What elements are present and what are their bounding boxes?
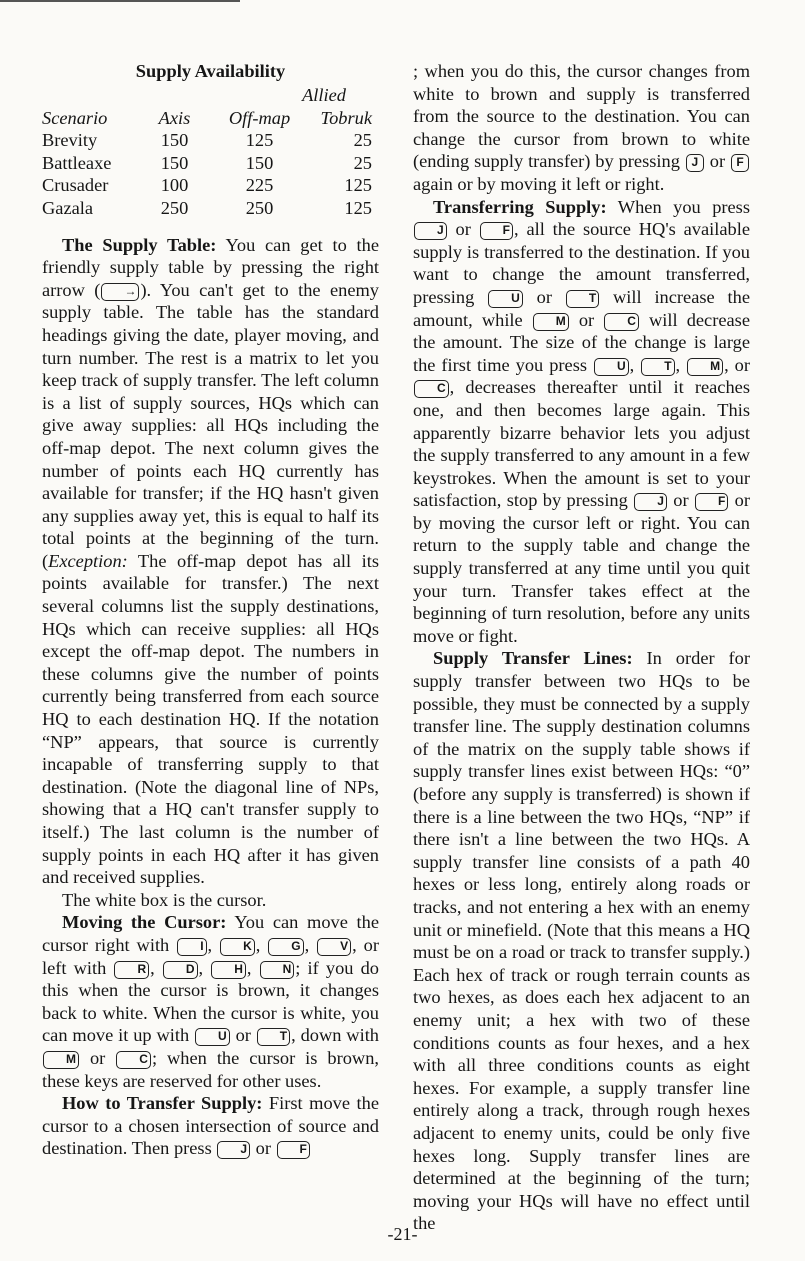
table-header-row xyxy=(42,107,372,130)
table-cell: 125 xyxy=(344,197,372,218)
table-cell: 25 xyxy=(353,130,372,151)
text-span: When you press xyxy=(606,196,750,217)
allied-header: Allied xyxy=(302,85,346,105)
heading-transferring-supply: Transferring Supply: xyxy=(433,196,607,217)
key-j-icon: J xyxy=(217,1141,250,1159)
text-span: ; when the cursor is brown, these keys are reserved for other uses. xyxy=(42,1047,380,1091)
text-span: The off-map depot has all its points available for transfer.) The next several columns list the supply destinations, HQs which can receive supplies: all HQs except the off-map depot. The numbers in these columns give the number of points currently being transferred from each source HQ to each destination HQ. If the notation “NP” appears, that source is currently incapable of transferring supply to that destination. (Note the diagonal line of NPs, showing that a HQ can't transfer supply to itself.) The last column is the number of supply points in each HQ after it has given and received supplies. xyxy=(42,550,379,888)
table-cell: 225 xyxy=(245,175,274,196)
key-r-icon: R xyxy=(114,961,149,979)
table-cell: 100 xyxy=(160,175,189,196)
table-row xyxy=(42,197,372,220)
text-span: or xyxy=(704,151,730,172)
text-span: , or left with xyxy=(42,934,380,978)
top-rule xyxy=(0,0,240,2)
heading-moving-cursor: Moving the Cursor: xyxy=(62,912,227,933)
text-span: , decreases thereafter until it reaches one, and then becomes large again. This apparently bizarre behavior lets you adjust the supply transferred to any amount in a few keystrokes. When the amount is set to your satisfaction, stop by pressing xyxy=(413,377,750,511)
key-f-icon: F xyxy=(731,154,749,172)
key-t-icon: T xyxy=(566,290,599,308)
right-column xyxy=(413,60,750,1235)
key-h-icon: H xyxy=(211,961,246,979)
key-t-icon: T xyxy=(257,1028,290,1046)
key-c-icon: C xyxy=(116,1051,151,1069)
heading-supply-transfer-lines: Supply Transfer Lines: xyxy=(433,648,633,669)
text-span: or xyxy=(523,286,565,307)
col-header-tobruk: Tobruk xyxy=(320,107,372,128)
key-m-icon: M xyxy=(43,1051,79,1069)
paragraph-supply-table xyxy=(42,234,379,889)
text-span: will increase the amount, while xyxy=(413,286,750,330)
table-cell: 150 xyxy=(160,130,189,151)
text-span: ). You can't get to the enemy supply table. The table has the standard headings giving the date, player moving, and turn number. The rest is a matrix to let you keep track of supply transfer. The left column is a list of supply sources, HQs which can give away supplies: all HQs including the off-map depot. The next column gives the number of points each HQ currently has available for transfer; if the HQ hasn't given any supplies away yet, this is equal to half its total points at the beginning of the turn. ( xyxy=(42,279,379,571)
left-column xyxy=(42,60,379,1160)
table-cell: 150 xyxy=(245,152,274,173)
supply-availability-table xyxy=(42,84,372,220)
key-k-icon: K xyxy=(220,938,255,956)
key-m-icon: M xyxy=(687,358,723,376)
page-number: -21- xyxy=(387,1224,418,1244)
text-span: , all the source HQ's available supply is transferred to the destination. If you want to change the amount transferred, pressing xyxy=(413,219,750,307)
text-span: or by moving the cursor left or right. You can return to the supply table and change the supply transferred at any time until you quit your turn. Transfer takes effect at the beginning of turn resolution, before any units move or fight. xyxy=(413,490,751,646)
text-span: or xyxy=(667,490,694,511)
text-span: or xyxy=(447,219,479,240)
text-span: or xyxy=(569,309,604,330)
key-i-icon: I xyxy=(177,938,206,956)
paragraph-cursor-note: The white box is the cursor. xyxy=(62,889,267,910)
key-j-icon: J xyxy=(414,222,447,240)
paragraph-how-to-transfer xyxy=(42,1092,379,1160)
text-span: First move the cursor to a chosen intersection of source and destination. Then press xyxy=(42,1093,379,1159)
key-f-icon: F xyxy=(277,1141,310,1159)
key-m-icon: M xyxy=(533,313,569,331)
table-cell: Crusader xyxy=(42,175,109,196)
text-span: or xyxy=(251,1138,276,1159)
table-row xyxy=(42,129,372,152)
text-span: You can move the cursor right with xyxy=(42,912,379,955)
text-span: , down with xyxy=(291,1025,380,1046)
heading-supply-table: The Supply Table: xyxy=(62,234,217,255)
col-header-scenario: Scenario xyxy=(42,107,108,128)
text-span: You can get to the friendly supply table by pressing the right arrow ( xyxy=(42,234,379,300)
heading-how-to-transfer: How to Transfer Supply: xyxy=(62,1093,263,1114)
col-header-offmap: Off-map xyxy=(228,107,291,128)
text-span: ; if you do this when the cursor is brown, it changes back to white. When the cursor is white, you can move it up with xyxy=(42,957,379,1046)
table-header-top xyxy=(42,84,372,107)
text-span: will decrease the amount. The size of the change is large the first time you press xyxy=(413,309,750,375)
key-u-icon: U xyxy=(594,358,629,376)
text-span: ; when you do this, the cursor changes from white to brown and supply is transferred from the source to the destination. You can change the cursor from brown to white (ending supply transfer) by pressing xyxy=(413,61,750,172)
table-row xyxy=(42,174,372,197)
paragraph-supply-transfer-lines xyxy=(413,647,750,1234)
exception-label: Exception: xyxy=(48,550,128,571)
table-cell: Brevity xyxy=(42,130,98,151)
text-span: or xyxy=(230,1025,256,1046)
key-t-icon: T xyxy=(641,358,674,376)
key-j-icon: J xyxy=(686,154,704,172)
right-arrow-key-icon: → xyxy=(101,283,139,301)
supply-availability-title: Supply Availability xyxy=(135,61,286,81)
key-c-icon: C xyxy=(414,380,449,398)
paragraph-transferring-supply: Transferring Supply: When you press J or F , all the source HQ's available supply is transferred to the destination. If you want to change the amount transferred, pressing U or T will increase the amount, while M or C will decrease the amount. The size of the change is large the first time you press U , T , M , or C , decreases thereafter until it reaches one, and then becomes large again. This apparently bizarre behavior lets you adjust the supply transferred to any amount in a few keystrokes. When the amount is set to your satisfaction, stop by pressing J or F or by moving the cursor left or right. You can return to the supply table and change the supply transferred at any time until you quit your turn. Transfer takes effect at the beginning of turn resolution, before any units move or fight. xyxy=(413,196,751,646)
key-j-icon: J xyxy=(634,493,667,511)
paragraph-how-to-transfer-cont xyxy=(413,60,750,196)
key-u-icon: U xyxy=(195,1028,230,1046)
key-u-icon: U xyxy=(488,290,523,308)
table-cell: Gazala xyxy=(42,197,94,218)
table-cell: 150 xyxy=(160,152,189,173)
table-cell: 125 xyxy=(245,130,274,151)
paragraph-moving-cursor: Moving the Cursor: You can move the cursor right with I , K , G , V , or left with R , D , H , N ; if you do this when the cursor is brown, it changes back to white. When the cursor is white, you can move it up with U or T , down with M or C ; when the cursor is brown, these keys are reserved for other uses. xyxy=(42,912,380,1091)
key-n-icon: N xyxy=(260,961,295,979)
key-c-icon: C xyxy=(604,313,639,331)
table-cell: 250 xyxy=(245,197,274,218)
text-span: In order for supply transfer between two HQs to be possible, they must be connected by a supply transfer line. The supply destination columns of the matrix on the supply table shows if supply transfer lines exist between HQs: “0” (before any supply is transferred) is shown if there is a line between the two HQs, “NP” if there isn't a line between the two HQs. A supply transfer line consists of a path 40 hexes or less long, entirely along roads or tracks, and not entering a hex with an enemy unit or minefield. (Note that this means a HQ must be on a road or track to transfer supply.) Each hex of track or rough terrain counts as two hexes, as does each hex adjacent to an enemy unit; a hex with two of these conditions counts as four hexes, and a hex with all three conditions counts as eight hexes. For example, a supply transfer line entirely along a track, through rough hexes adjacent to enemy units, could be only five hexes long. Supply transfer lines are determined at the beginning of the turn; moving your HQs will have no effect until the xyxy=(413,648,751,1234)
col-header-axis: Axis xyxy=(158,107,191,128)
key-d-icon: D xyxy=(163,961,198,979)
table-cell: 25 xyxy=(353,152,372,173)
key-f-icon: F xyxy=(695,493,728,511)
text-span: or xyxy=(80,1047,116,1068)
key-v-icon: V xyxy=(317,938,351,956)
key-g-icon: G xyxy=(268,938,303,956)
table-cell: 250 xyxy=(160,197,189,218)
table-cell: 125 xyxy=(344,175,372,196)
text-span: again or by moving it left or right. xyxy=(413,173,665,194)
table-row xyxy=(42,152,372,175)
key-f-icon: F xyxy=(480,222,513,240)
table-cell: Battleaxe xyxy=(42,152,112,173)
